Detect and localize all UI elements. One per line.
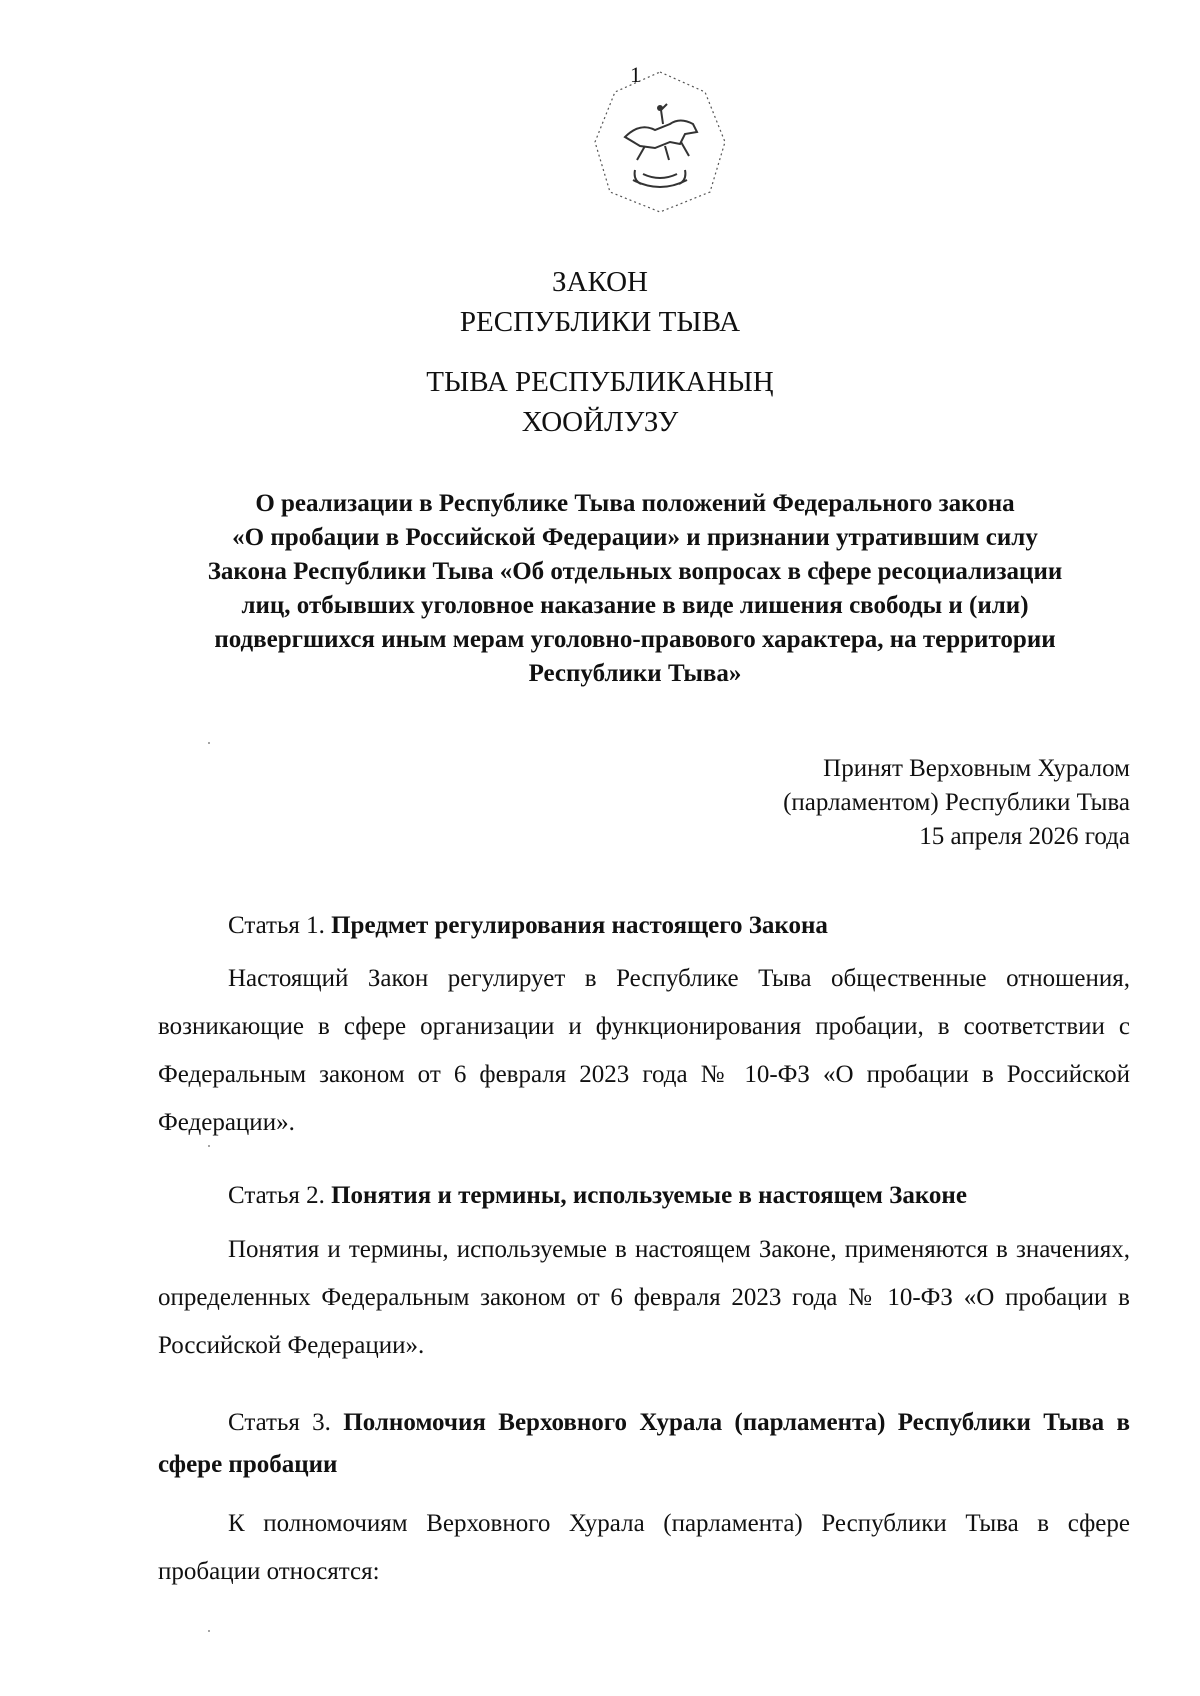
title-line: лиц, отбывших уголовное наказание в виде лишения свободы и (или) [241,592,1029,619]
article-3-label: Статья 3. [228,1409,331,1436]
adoption-line1: Принят Верховным Хуралом [823,755,1130,782]
document-title [140,487,1130,691]
law-title-tuv-line1: ТЫВА РЕСПУБЛИКАНЫҢ [426,366,774,398]
title-line: «О пробации в Российской Федерации» и признании утратившим силу [232,524,1038,551]
article-2-label: Статья 2. [228,1182,325,1209]
article-1-text: Настоящий Закон регулирует в Республике Тыва общественные отношения, возникающие в сфере организации и функционирования пробации, в соответствии с Федеральным законом от 6 февраля 2023 года № 10-ФЗ «О пробации в Российской Федерации». [158,965,1130,1136]
adoption-info [610,752,1130,854]
tuva-coat-of-arms-icon [585,62,735,222]
article-2-heading [158,1176,1130,1216]
article-1-label: Статья 1. [228,912,325,939]
scan-speck [208,1630,210,1632]
article-1-heading [158,906,1130,946]
article-2-name: Понятия и термины, используемые в настоящем Законе [331,1182,967,1209]
scan-speck [208,1145,210,1147]
article-1-name: Предмет регулирования настоящего Закона [331,912,828,939]
adoption-line2: (парламентом) Республики Тыва [783,789,1130,816]
article-2-text: Понятия и термины, используемые в настоящем Законе, применяются в значениях, определенных Федеральным законом от 6 февраля 2023 года № 10-ФЗ «О пробации в Российской Федерации». [158,1236,1130,1359]
scan-speck [208,742,210,744]
title-line: Закона Республики Тыва «Об отдельных вопросах в сфере ресоциализации [207,558,1063,585]
adoption-date: 15 апреля 2026 года [919,823,1130,850]
article-3-name: Полномочия Верховного Хурала (парламента) Республики Тыва в сфере пробации [158,1409,1130,1478]
page-number: 1 [630,62,641,87]
law-title-ru-line1: ЗАКОН [552,266,648,298]
law-title-tuv-line2: ХООЙЛУЗУ [521,406,679,438]
law-title-tuv [0,362,1200,442]
law-title-ru [0,262,1200,342]
article-3-text: К полномочиям Верховного Хурала (парламента) Республики Тыва в сфере пробации относятся: [158,1510,1130,1585]
article-3-heading [158,1402,1130,1486]
title-line: Республики Тыва» [528,660,742,687]
title-line: подвергшихся иным мерам уголовно-правового характера, на территории [214,626,1056,653]
law-title-ru-line2: РЕСПУБЛИКИ ТЫВА [459,306,741,338]
title-line: О реализации в Республике Тыва положений Федерального закона [255,490,1015,517]
